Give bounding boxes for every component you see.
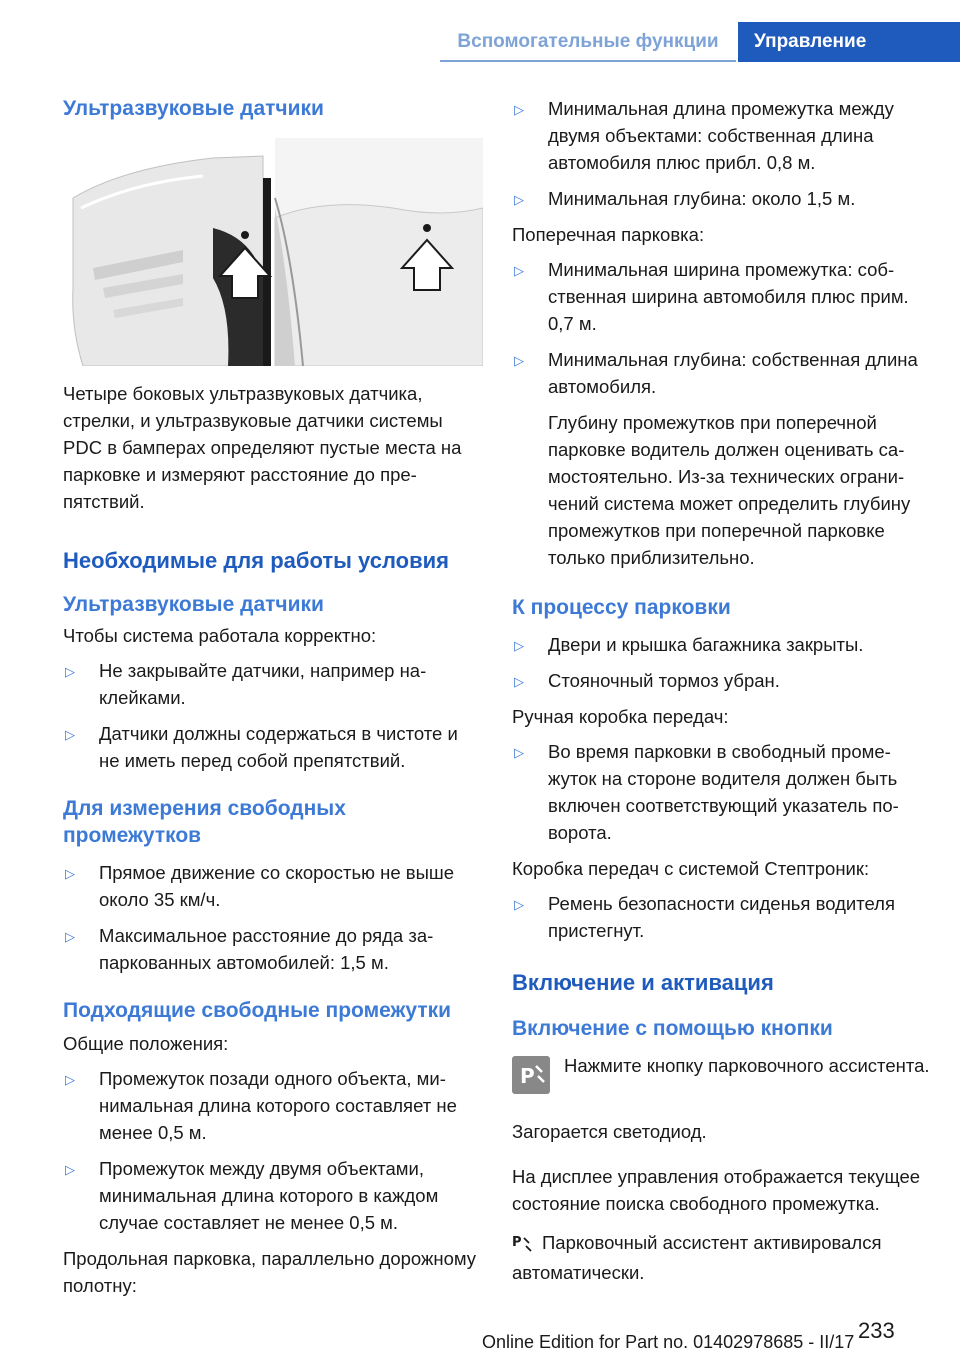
paragraph-correct: Чтобы система работала корректно: bbox=[63, 625, 377, 646]
svg-text:P: P bbox=[520, 1064, 535, 1088]
bullet-triangle-icon: ▷ bbox=[514, 897, 524, 912]
side-panel-drawing bbox=[275, 138, 483, 366]
paragraph-general: Общие положения: bbox=[63, 1033, 229, 1054]
park-assist-active-icon bbox=[512, 1232, 536, 1259]
bullet-triangle-icon: ▷ bbox=[514, 263, 524, 278]
svg-text:P: P bbox=[512, 1235, 522, 1250]
list-item: ▷ Ремень безопасности сиденья водителя пристегнут. bbox=[514, 893, 895, 941]
heading-sensors: Ультразвуковые датчики bbox=[63, 97, 324, 120]
bullet-triangle-icon: ▷ bbox=[65, 866, 75, 881]
bullet-triangle-icon: ▷ bbox=[65, 929, 75, 944]
heading-process: К процессу парковки bbox=[512, 596, 731, 619]
paragraph-steptronic: Коробка передач с системой Стептроник: bbox=[512, 858, 870, 879]
paragraph-manual: Ручная коробка передач: bbox=[512, 706, 729, 727]
heading-activation: Включение и активация bbox=[512, 970, 774, 995]
list-item: ▷ Двери и крышка багажника закрыты. bbox=[512, 631, 932, 658]
heading-measure: Для измерения свободных промежутков bbox=[63, 797, 346, 847]
list-item: ▷ Промежуток позади одного объекта, минимальная длина которого составляет не менее 0,5 м. bbox=[65, 1068, 457, 1143]
front-bumper-drawing bbox=[63, 138, 271, 366]
list-item: ▷ Минимальная ширина промежутка: собственная ширина автомобиля плюс прим. 0,7 м. bbox=[514, 259, 909, 334]
bullet-triangle-icon: ▷ bbox=[514, 353, 524, 368]
bullet-triangle-icon: ▷ bbox=[514, 192, 524, 207]
park-assist-button-icon bbox=[512, 1056, 550, 1094]
left-column bbox=[63, 95, 483, 1307]
bullet-triangle-icon: ▷ bbox=[65, 727, 75, 742]
heading-sensors-2: Ультразвуковые датчики bbox=[63, 593, 324, 616]
image-caption: Четыре боковых ультразвуковых датчика, стрелки, и ультразвуковые датчики системы PDC в бамперах определяют пустые места на парковке и измеряют расстояние до препятствий. bbox=[63, 383, 462, 512]
right-column bbox=[512, 95, 932, 1294]
paragraph-parallel: Продольная парковка, параллельно дорожному полотну: bbox=[63, 1248, 477, 1296]
depth-note: Глубину промежутков при поперечной парковке водитель должен оценивать самостоятельно. Из-за технических ограничений система может определить глубину промежутков при поперечной парковке только приблизительно. bbox=[548, 412, 911, 568]
bullet-triangle-icon: ▷ bbox=[514, 674, 524, 689]
bullet-triangle-icon: ▷ bbox=[65, 664, 75, 679]
bullet-triangle-icon: ▷ bbox=[514, 638, 524, 653]
heading-suitable: Подходящие свободные промежутки bbox=[63, 999, 452, 1022]
list-item: ▷ Не закрывайте датчики, например наклейками. bbox=[65, 660, 427, 708]
list-item: ▷ Прямое движение со скоростью не выше около 35 км/ч. bbox=[65, 862, 455, 910]
sensor-illustration bbox=[63, 138, 483, 366]
page-number: 233 bbox=[858, 1318, 895, 1343]
edition-line: Online Edition for Part no. 01402978685 - II/17 bbox=[482, 1332, 855, 1352]
paragraph-cross: Поперечная парковка: bbox=[512, 224, 705, 245]
header-chapter: Управление bbox=[738, 22, 960, 62]
paragraph-auto: P Парковочный ассистент активировался автоматически. bbox=[512, 1232, 882, 1283]
bullet-triangle-icon: ▷ bbox=[65, 1162, 75, 1177]
list-item: ▷ Минимальная длина промежутка между двумя объектами: собственная длина автомобиля плюс прибл. 0,8 м. bbox=[514, 98, 894, 173]
heading-conditions: Необходимые для работы условия bbox=[63, 548, 449, 573]
page-header bbox=[0, 0, 960, 62]
paragraph-led: Загорается светодиод. bbox=[512, 1121, 707, 1142]
button-instruction: P Нажмите кнопку парковочного ассистента. bbox=[512, 1052, 932, 1108]
bullet-triangle-icon: ▷ bbox=[65, 1072, 75, 1087]
header-section: Вспомогательные функции bbox=[440, 22, 736, 62]
list-item: ▷ Датчики должны содержаться в чистоте и не иметь перед собой препятствий. bbox=[65, 723, 458, 771]
list-item: ▷ Минимальная глубина: около 1,5 м. bbox=[512, 185, 932, 212]
list-item: ▷ Во время парковки в свободный промежуток на стороне водителя должен быть включен соответствующий указатель поворота. bbox=[514, 741, 899, 843]
list-item: ▷ Максимальное расстояние до ряда запаркованных автомобилей: 1,5 м. bbox=[65, 925, 434, 973]
paragraph-display: На дисплее управления отображается текущее состояние поиска свободного промежутка. bbox=[512, 1166, 921, 1214]
bullet-triangle-icon: ▷ bbox=[514, 102, 524, 117]
list-item: ▷ Минимальная глубина: собственная длина автомобиля. bbox=[514, 349, 918, 397]
list-item: ▷ Стояночный тормоз убран. bbox=[512, 667, 932, 694]
car-bumper-illustration bbox=[63, 138, 483, 366]
bullet-triangle-icon: ▷ bbox=[514, 745, 524, 760]
heading-button: Включение с помощью кнопки bbox=[512, 1017, 833, 1040]
list-item: ▷ Промежуток между двумя объектами, минимальная длина которого в каждом случае составляет не менее 0,5 м. bbox=[65, 1158, 439, 1233]
